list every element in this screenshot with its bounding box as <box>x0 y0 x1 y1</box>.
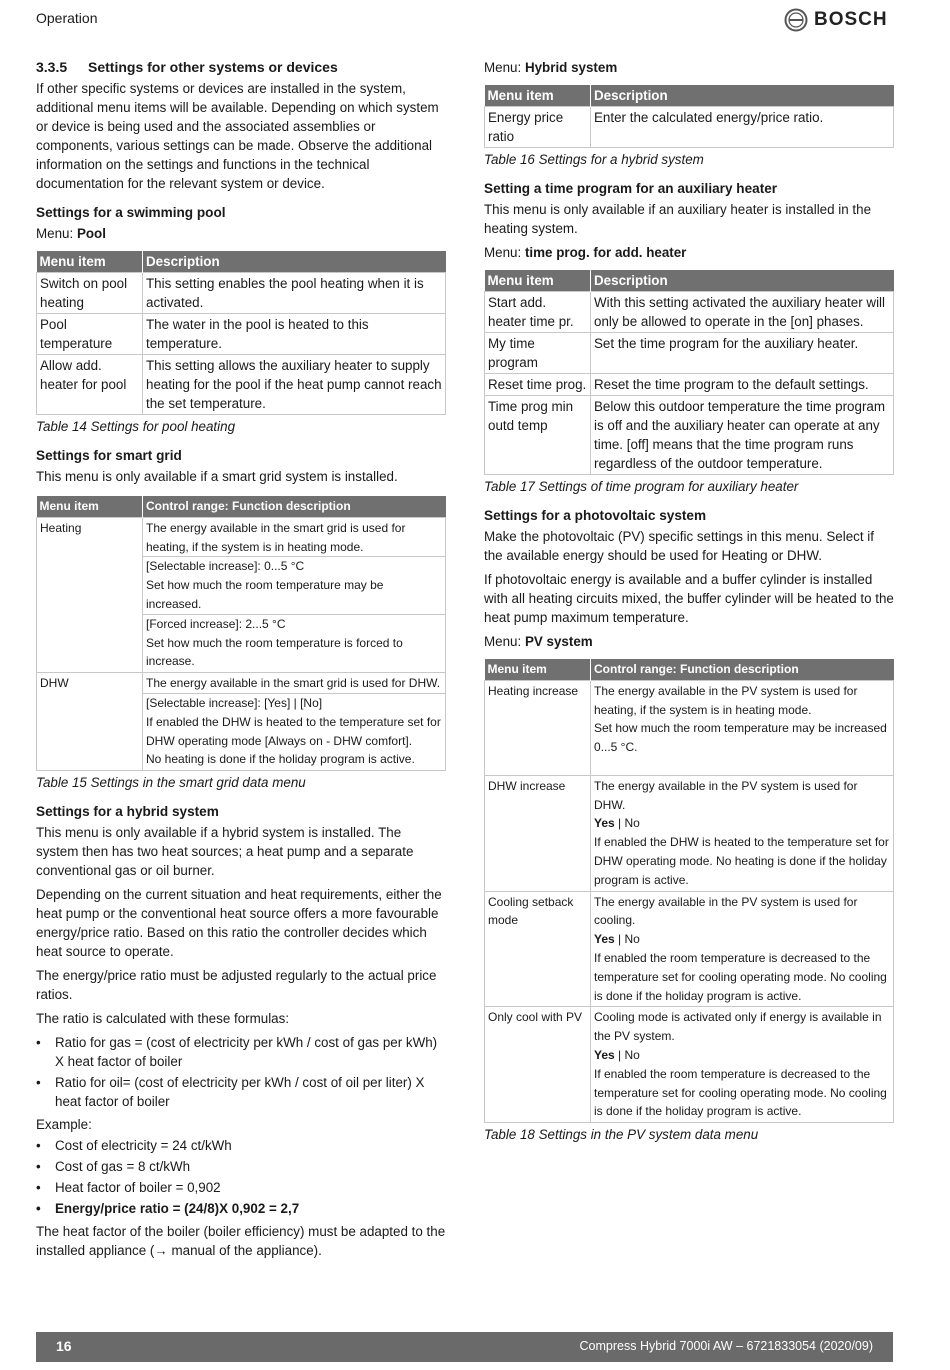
table-header-row <box>485 270 894 292</box>
page-footer <box>36 1332 893 1362</box>
list-item: • Cost of gas = 8 ct/kWh <box>55 1157 446 1176</box>
table-caption: Table 17 Settings of time program for auxiliary heater <box>484 479 799 494</box>
section-number: 3.3.5 <box>36 59 68 75</box>
example-list <box>36 1136 446 1218</box>
table-row <box>485 680 894 775</box>
table-row <box>485 396 894 475</box>
timeprog-heading: Setting a time program for an auxiliary heater <box>484 181 778 196</box>
col-header: Menu item <box>37 496 143 517</box>
paragraph: Make the photovoltaic (PV) specific settings in this menu. Select if the available energy should be used for Heating or DHW. <box>484 529 874 563</box>
table-caption: Table 14 Settings for pool heating <box>36 419 236 434</box>
brand-name: BOSCH <box>814 9 888 30</box>
menu-item-cell: Reset time prog. <box>485 374 591 396</box>
table-header-row <box>37 251 446 273</box>
smartgrid-heading: Settings for smart grid <box>36 448 182 463</box>
table-caption: Table 16 Settings for a hybrid system <box>484 152 704 167</box>
paragraph: Depending on the current situation and heat requirements, either the heat pump or the conventional heat source offers a more favourable energy/price ratio. Based on this ratio the controller decides which heat source to operate. <box>36 887 442 960</box>
description-cell: The energy available in the PV system is used for DHW. Yes | No If enabled the DHW is heated to the temperature set for DHW operating mode. No heating is done if the holiday program is active. <box>591 775 894 891</box>
pool-menu-line: Menu: Pool <box>36 226 106 241</box>
table-header-row <box>485 85 894 107</box>
smartgrid-table <box>36 496 446 771</box>
table-row <box>485 107 894 148</box>
formula-list <box>36 1033 446 1111</box>
description-cell: The water in the pool is heated to this temperature. <box>143 314 446 355</box>
table-header-row <box>485 659 894 680</box>
table-caption: Table 18 Settings in the PV system data menu <box>484 1127 759 1143</box>
description-cell: The energy available in the smart grid is used for heating, if the system is in heating mode. [Selectable increase]: 0...5 °C Set how much the room temperature may be increased. [Forced increase]: 2...5 °C Set how much the room temperature is forced to increase. <box>143 517 446 672</box>
menu-item-cell: Start add. heater time pr. <box>485 292 591 333</box>
pool-table <box>36 251 446 415</box>
menu-item-cell: Heating <box>37 517 143 672</box>
table-header-row <box>37 496 446 517</box>
pv-heading: Settings for a photovoltaic system <box>484 508 707 523</box>
pv-menu-line: Menu: PV system <box>484 634 593 649</box>
table-row <box>37 314 446 355</box>
list-item: • Ratio for oil= (cost of electricity per kWh / cost of oil per liter) X heat factor of boiler <box>55 1073 446 1111</box>
list-item: • Ratio for gas = (cost of electricity per kWh / cost of gas per kWh) X heat factor of boiler <box>55 1033 446 1071</box>
description-cell: Below this outdoor temperature the time program is off and the auxiliary heater can operate at any time. [off] means that the time program runs regardless of the outdoor temperature. <box>591 396 894 475</box>
document-id: Compress Hybrid 7000i AW – 6721833054 (2020/09) <box>579 1339 873 1353</box>
pv-table <box>484 659 894 1123</box>
menu-item-cell: Energy price ratio <box>485 107 591 148</box>
hybrid-table <box>484 85 894 148</box>
list-item: • Heat factor of boiler = 0,902 <box>55 1178 446 1197</box>
pool-menu-name: Pool <box>76 226 106 241</box>
hybrid-heading: Settings for a hybrid system <box>36 804 219 820</box>
timeprog-menu-line: Menu: time prog. for add. heater <box>484 245 687 260</box>
list-item: • Energy/price ratio = (24/8)X 0,902 = 2,7 <box>55 1199 446 1218</box>
table-row <box>485 292 894 333</box>
paragraph: This menu is only available if a hybrid system is installed. The system then has two heat sources; a heat pump and a separate conventional gas or oil burner. <box>36 825 414 879</box>
timeprog-menu-name: time prog. for add. heater <box>524 245 687 260</box>
col-header: Description <box>591 270 894 292</box>
description-cell: Cooling mode is activated only if energy is available in the PV system. Yes | No If enabled the room temperature is decreased to the temperature set for cooling operating mode. No cooling is done if the holiday program is active. <box>591 1007 894 1123</box>
table-row <box>485 333 894 374</box>
col-header: Control range: Function description <box>591 659 894 680</box>
col-header: Menu item <box>485 270 591 292</box>
header-section-title: Operation <box>36 10 98 26</box>
menu-item-cell: DHW <box>37 673 143 771</box>
description-cell: Enter the calculated energy/price ratio. <box>591 107 894 148</box>
description-cell: The energy available in the PV system is used for heating, if the system is in heating mode. Set how much the room temperature may be increased 0...5 °C. <box>591 680 894 775</box>
paragraph: If photovoltaic energy is available and a buffer cylinder is installed with all heating circuits mixed, the buffer cylinder will be heated to the heat pump maximum temperature. <box>484 572 894 625</box>
paragraph: The ratio is calculated with these formulas: <box>36 1011 290 1027</box>
right-column <box>484 58 894 1150</box>
description-cell: Set the time program for the auxiliary heater. <box>591 333 894 374</box>
table-row <box>485 1007 894 1123</box>
menu-item-cell: Switch on pool heating <box>37 273 143 314</box>
table-row <box>37 673 446 771</box>
section-heading <box>36 58 446 77</box>
description-cell: The energy available in the PV system is used for cooling. Yes | No If enabled the room temperature is decreased to the temperature set for cooling operating mode. No cooling is done if the holiday program is active. <box>591 891 894 1007</box>
menu-item-cell: Cooling setback mode <box>485 891 591 1007</box>
section-title: Settings for other systems or devices <box>88 59 338 75</box>
table-row <box>485 775 894 891</box>
menu-item-cell: Pool temperature <box>37 314 143 355</box>
section-intro: If other specific systems or devices are installed in the system, additional menu items will be available. Depending on which system or device is being used and the associated assemblies or components, various settings can be made. Observe the additional information on the settings and functions in the technical documentation for the relevant system or device. <box>36 81 439 191</box>
menu-item-cell: Heating increase <box>485 680 591 775</box>
paragraph: The energy/price ratio must be adjusted regularly to the actual price ratios. <box>36 968 437 1003</box>
table-row <box>485 891 894 1007</box>
table-row <box>37 273 446 314</box>
col-header: Menu item <box>485 85 591 107</box>
col-header: Menu item <box>485 659 591 680</box>
menu-item-cell: DHW increase <box>485 775 591 891</box>
description-cell: The energy available in the smart grid is used for DHW. [Selectable increase]: [Yes] | [No] If enabled the DHW is heated to the temperature set for DHW operating mode [Always on - DHW comfort]. No heating is done if the holiday program is active. <box>143 673 446 771</box>
paragraph: This menu is only available if an auxiliary heater is installed in the heating system. <box>484 202 872 236</box>
hybrid-menu-name: Hybrid system <box>524 60 618 75</box>
menu-item-cell: Allow add. heater for pool <box>37 355 143 415</box>
table-row <box>485 374 894 396</box>
hybrid-menu-line: Menu: Hybrid system <box>484 60 618 75</box>
list-item: • Cost of electricity = 24 ct/kWh <box>55 1136 446 1155</box>
description-cell: With this setting activated the auxiliary heater will only be allowed to operate in the [on] phases. <box>591 292 894 333</box>
table-row <box>37 517 446 672</box>
pv-menu-name: PV system <box>524 634 593 649</box>
menu-item-cell: Only cool with PV <box>485 1007 591 1123</box>
smartgrid-intro: This menu is only available if a smart grid system is installed. <box>36 469 398 484</box>
description-cell: This setting allows the auxiliary heater to supply heating for the pool if the heat pump cannot reach the set temperature. <box>143 355 446 415</box>
col-header: Menu item <box>37 251 143 273</box>
col-header: Description <box>143 251 446 273</box>
table-row <box>37 355 446 415</box>
col-header: Control range: Function description <box>143 496 446 517</box>
col-header: Description <box>591 85 894 107</box>
timeprog-table <box>484 270 894 475</box>
menu-item-cell: My time program <box>485 333 591 374</box>
table-caption: Table 15 Settings in the smart grid data menu <box>36 775 306 791</box>
left-column <box>36 58 446 1265</box>
bosch-armature-icon <box>784 8 808 32</box>
description-cell: This setting enables the pool heating when it is activated. <box>143 273 446 314</box>
example-label: Example: <box>36 1117 92 1133</box>
bosch-logo <box>784 8 888 32</box>
page-number: 16 <box>56 1338 72 1354</box>
pool-heading: Settings for a swimming pool <box>36 205 226 220</box>
paragraph: The heat factor of the boiler (boiler efficiency) must be adapted to the installed appliance (→ manual of the appliance). <box>36 1224 446 1259</box>
description-cell: Reset the time program to the default settings. <box>591 374 894 396</box>
menu-item-cell: Time prog min outd temp <box>485 396 591 475</box>
